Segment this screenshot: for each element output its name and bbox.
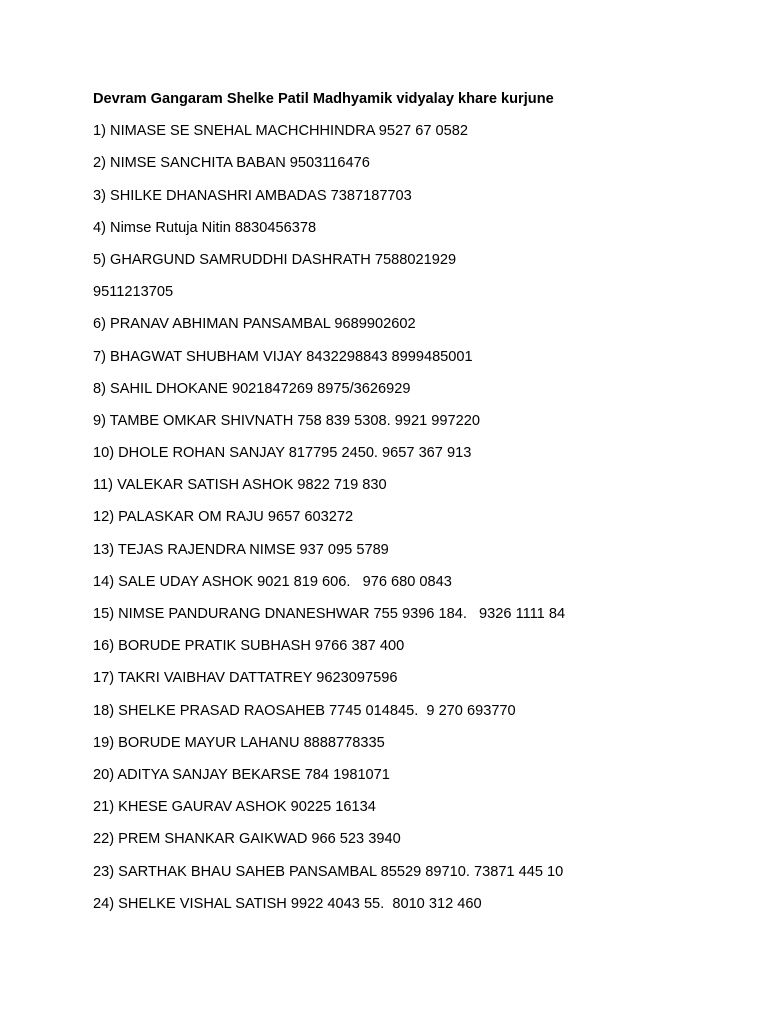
- list-item: 20) ADITYA SANJAY BEKARSE 784 1981071: [93, 766, 390, 783]
- list-item: 21) KHESE GAURAV ASHOK 90225 16134: [93, 799, 376, 816]
- list-item: 17) TAKRI VAIBHAV DATTATREY 9623097596: [93, 670, 398, 687]
- list-item: 12) PALASKAR OM RAJU 9657 603272: [93, 509, 354, 526]
- list-item: 11) VALEKAR SATISH ASHOK 9822 719 830: [93, 477, 387, 494]
- list-item: 23) SARTHAK BHAU SAHEB PANSAMBAL 85529 89710. 73871 445 10: [93, 863, 564, 880]
- list-item: 1) NIMASE SE SNEHAL MACHCHHINDRA 9527 67 0582: [93, 123, 468, 140]
- list-item: 10) DHOLE ROHAN SANJAY 817795 2450. 9657 367 913: [93, 445, 472, 462]
- list-item: 4) Nimse Rutuja Nitin 8830456378: [93, 219, 317, 236]
- list-item: 7) BHAGWAT SHUBHAM VIJAY 8432298843 8999485001: [93, 348, 473, 365]
- contact-list: [93, 121, 733, 914]
- list-item: 13) TEJAS RAJENDRA NIMSE 937 095 5789: [93, 541, 389, 558]
- list-item: 15) NIMSE PANDURANG DNANESHWAR 755 9396 184. 9326 1111 84: [93, 606, 566, 622]
- list-item: 5) GHARGUND SAMRUDDHI DASHRATH 7588021929: [93, 251, 457, 268]
- list-item: 2) NIMSE SANCHITA BABAN 9503116476: [93, 155, 370, 172]
- list-item: 14) SALE UDAY ASHOK 9021 819 606. 976 680 0843: [93, 573, 452, 590]
- list-item: 8) SAHIL DHOKANE 9021847269 8975/3626929: [93, 380, 411, 397]
- list-item: 9) TAMBE OMKAR SHIVNATH 758 839 5308. 9921 997220: [93, 412, 480, 429]
- list-item: 16) BORUDE PRATIK SUBHASH 9766 387 400: [93, 638, 405, 655]
- list-item: 22) PREM SHANKAR GAIKWAD 966 523 3940: [93, 831, 401, 848]
- document-body: [93, 89, 733, 926]
- list-item: 18) SHELKE PRASAD RAOSAHEB 7745 014845. 9 270 693770: [93, 702, 516, 719]
- list-item: 3) SHILKE DHANASHRI AMBADAS 7387187703: [93, 187, 412, 204]
- list-item: 6) PRANAV ABHIMAN PANSAMBAL 9689902602: [93, 316, 416, 333]
- list-item: 9511213705: [93, 284, 174, 301]
- list-item: 19) BORUDE MAYUR LAHANU 8888778335: [93, 734, 385, 751]
- list-item: 24) SHELKE VISHAL SATISH 9922 4043 55. 8010 312 460: [93, 895, 482, 912]
- document-title: Devram Gangaram Shelke Patil Madhyamik vidyalay khare kurjune: [93, 91, 554, 107]
